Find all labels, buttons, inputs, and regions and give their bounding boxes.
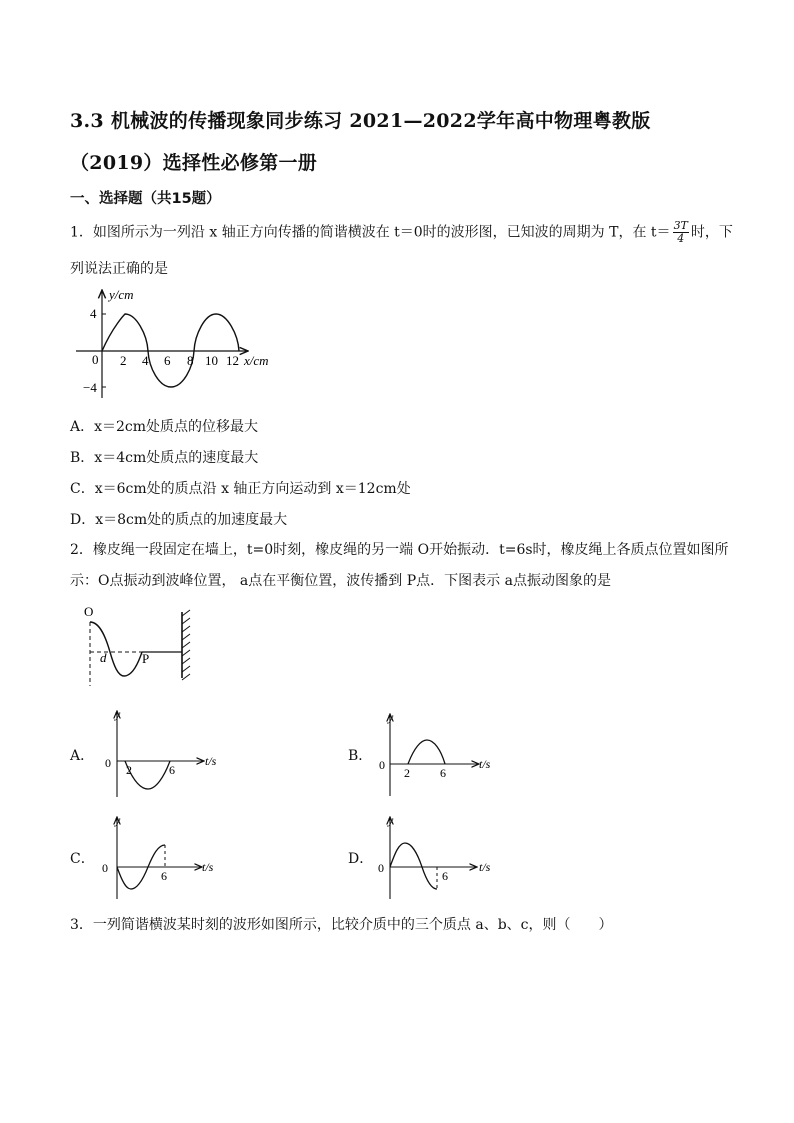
tick-2: 2 — [404, 766, 410, 780]
vibration-curve — [390, 843, 437, 889]
q1-option-label: C． — [70, 481, 95, 497]
q1-frac-num: 3T — [673, 219, 688, 232]
q1-option-text: x＝4cm处质点的速度最大 — [94, 450, 259, 466]
q1-xtick: 6 — [164, 353, 171, 368]
origin: 0 — [378, 861, 384, 875]
q1-wave-graph — [68, 284, 288, 402]
q1-option-text: x＝8cm处的质点的加速度最大 — [95, 512, 288, 528]
doc-title-line1: 3.3 机械波的传播现象同步练习 2021—2022学年高中物理粤教版 — [70, 110, 651, 132]
tick-6: 6 — [442, 869, 448, 883]
q1-stem-text-b: 时，下 — [690, 224, 733, 241]
q1-option-b[interactable] — [70, 447, 258, 467]
q1-ylabel: y/cm — [109, 287, 134, 302]
q3-stem: 3．一列简谐横波某时刻的波形如图所示，比较介质中的三个质点 a、b、c，则（ ） — [70, 917, 613, 933]
q2-option-a-graph[interactable] — [98, 705, 238, 801]
q2-option-b-label[interactable]: B． — [348, 748, 373, 764]
tick-6: 6 — [161, 869, 167, 883]
q1-xtick: 12 — [226, 353, 239, 368]
q1-frac-den: 4 — [677, 232, 685, 245]
q2-label-o: O — [84, 604, 94, 619]
origin: 0 — [102, 861, 108, 875]
q2-label-a: d — [100, 650, 107, 665]
q2-label-p: P — [142, 651, 150, 666]
q1-option-label: A． — [70, 419, 95, 435]
q1-xtick: 8 — [187, 353, 194, 368]
tlabel: t/s — [479, 860, 491, 874]
origin: 0 — [105, 756, 111, 770]
tlabel: t/s — [205, 754, 217, 768]
q1-option-text: x＝6cm处的质点沿 x 轴正方向运动到 x＝12cm处 — [94, 481, 411, 497]
tick-2: 2 — [126, 763, 132, 777]
q2-option-d-label[interactable]: D． — [348, 851, 374, 867]
q1-xtick: 4 — [142, 353, 149, 368]
q2-stem-line2: 示：O点振动到波峰位置， a点在平衡位置，波传播到 P点．下图表示 a点振动图象的是 — [70, 573, 611, 589]
q2-option-d-graph[interactable] — [371, 811, 511, 903]
q1-stem-text-a: 1．如图所示为一列沿 x 轴正方向传播的简谐横波在 t＝0时的波形图，已知波的周期为 T，在 t＝ — [70, 224, 671, 241]
tick-6: 6 — [440, 766, 446, 780]
q1-ytick-neg4: −4 — [83, 380, 97, 395]
ylabel: y — [115, 813, 121, 827]
q1-xlabel: x/cm — [244, 353, 269, 368]
tlabel: t/s — [479, 757, 491, 771]
q1-xtick: 2 — [120, 353, 127, 368]
q2-wall-hatching — [182, 610, 190, 680]
q1-origin: 0 — [92, 352, 99, 367]
q1-option-label: B． — [70, 450, 95, 466]
q2-option-a-label[interactable]: A． — [70, 748, 95, 764]
q1-option-a[interactable] — [70, 416, 258, 436]
q2-option-c-label[interactable]: C． — [70, 851, 95, 867]
q1-xtick: 10 — [205, 353, 218, 368]
q1-option-c[interactable] — [70, 478, 411, 498]
ylabel: y — [388, 710, 394, 724]
section-heading: 一、选择题（共15题） — [70, 191, 221, 207]
q2-option-b-graph[interactable] — [371, 708, 511, 800]
q2-option-c-graph[interactable] — [98, 811, 238, 903]
q1-fraction — [673, 220, 689, 245]
q2-rope-wave — [90, 622, 142, 676]
tlabel: t/s — [202, 860, 214, 874]
ylabel: y — [388, 813, 394, 827]
origin: 0 — [379, 758, 385, 772]
ylabel: y — [115, 707, 121, 721]
q1-ytick-4: 4 — [90, 306, 97, 321]
vibration-curve — [408, 740, 445, 764]
q1-option-label: D． — [70, 512, 96, 528]
tick-6: 6 — [169, 763, 175, 777]
q1-stem-line2: 列说法正确的是 — [70, 261, 168, 277]
q1-stem-line1 — [70, 220, 733, 245]
q1-option-text: x＝2cm处质点的位移最大 — [94, 419, 259, 435]
doc-title-line2: （2019）选择性必修第一册 — [70, 152, 318, 174]
q2-stem-line1: 2．橡皮绳一段固定在墙上，t=0时刻，橡皮绳的另一端 O开始振动．t=6s时，橡皮绳上各质点位置如图所 — [70, 542, 729, 558]
q2-rope-diagram — [78, 600, 208, 692]
q1-option-d[interactable] — [70, 509, 287, 529]
